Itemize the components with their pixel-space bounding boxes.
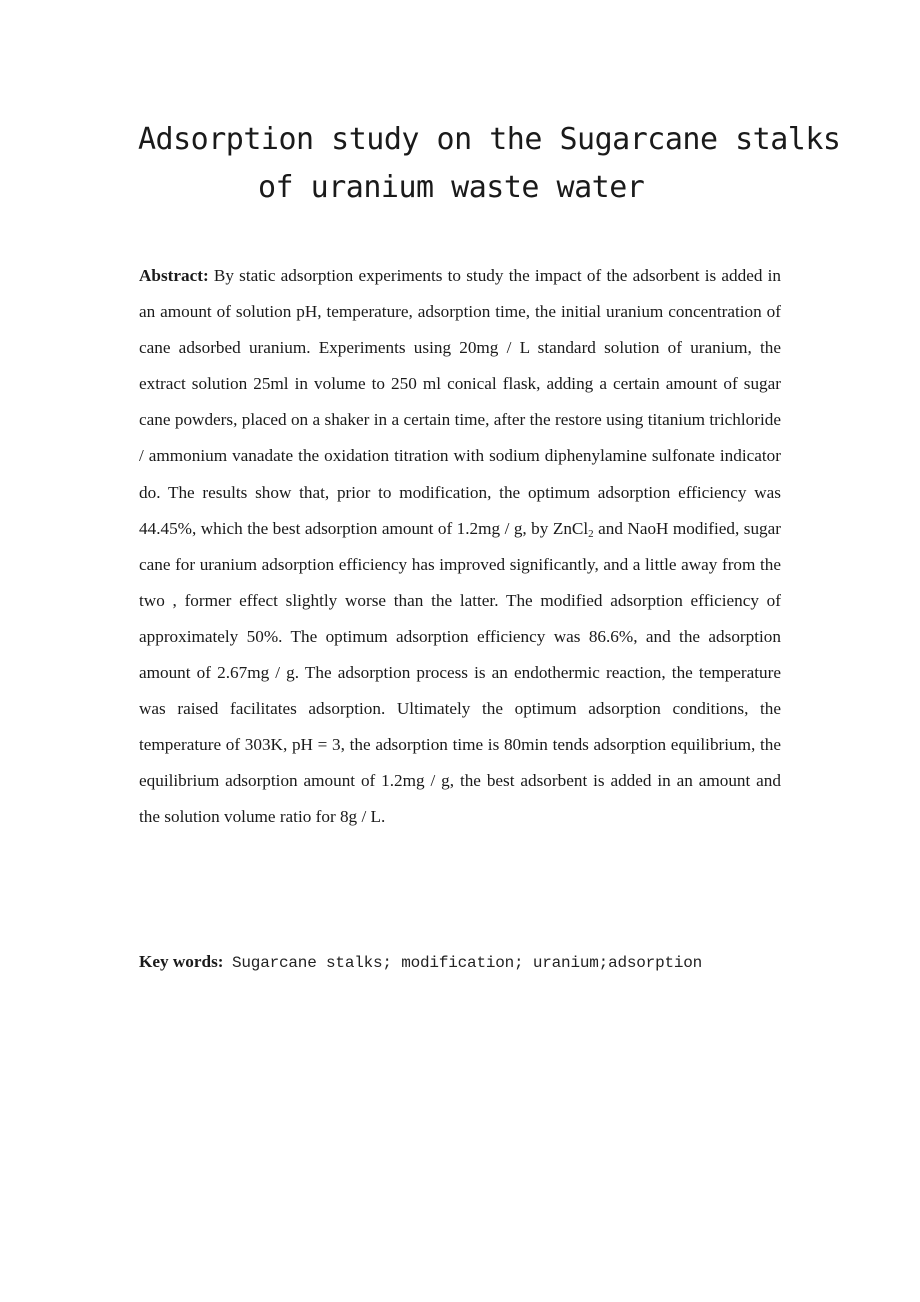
keywords-line (139, 948, 781, 977)
paper-title-line-2: of uranium waste water (258, 170, 645, 205)
zncl2-subscript: 2 (588, 527, 594, 540)
paper-title (138, 116, 841, 212)
keywords-text: Sugarcane stalks; modification; uranium;adsorption (232, 954, 703, 972)
abstract-paragraph (139, 258, 781, 836)
abstract-text-part-2: and NaoH modified, sugar cane for uranium adsorption efficiency has improved significantly, and a little away from the two , former effect slightly worse than the latter. The modified adsorption efficiency of approximately 50%. The optimum adsorption efficiency was 86.6%, and the adsorption amount of 2.67mg / g. The adsorption process is an endothermic reaction, the temperature was raised facilitates adsorption. Ultimately the optimum adsorption conditions, the temperature of 303K, pH = 3, the adsorption time is 80min tends adsorption equilibrium, the equilibrium adsorption amount of 1.2mg / g, the best adsorbent is added in an amount and the solution volume ratio for 8g / L. (139, 518, 781, 827)
abstract-text-part-1: By static adsorption experiments to study the impact of the adsorbent is added in an amount of solution pH, temperature, adsorption time, the initial uranium concentration of cane adsorbed uranium. Experiments using 20mg / L standard solution of uranium, the extract solution 25ml in volume to 250 ml conical flask, adding a certain amount of sugar cane powders, placed on a shaker in a certain time, after the restore using titanium trichloride / ammonium vanadate the oxidation titration with sodium diphenylamine sulfonate indicator do. The results show that, prior to modification, the optimum adsorption efficiency was 44.45%, which the best adsorption amount of 1.2mg / g, by ZnCl (139, 266, 781, 538)
keywords-label: Key words: (139, 952, 224, 971)
paper-title-line-1: Adsorption study on the Sugarcane stalks (138, 122, 841, 157)
abstract-label: Abstract: (139, 266, 209, 285)
